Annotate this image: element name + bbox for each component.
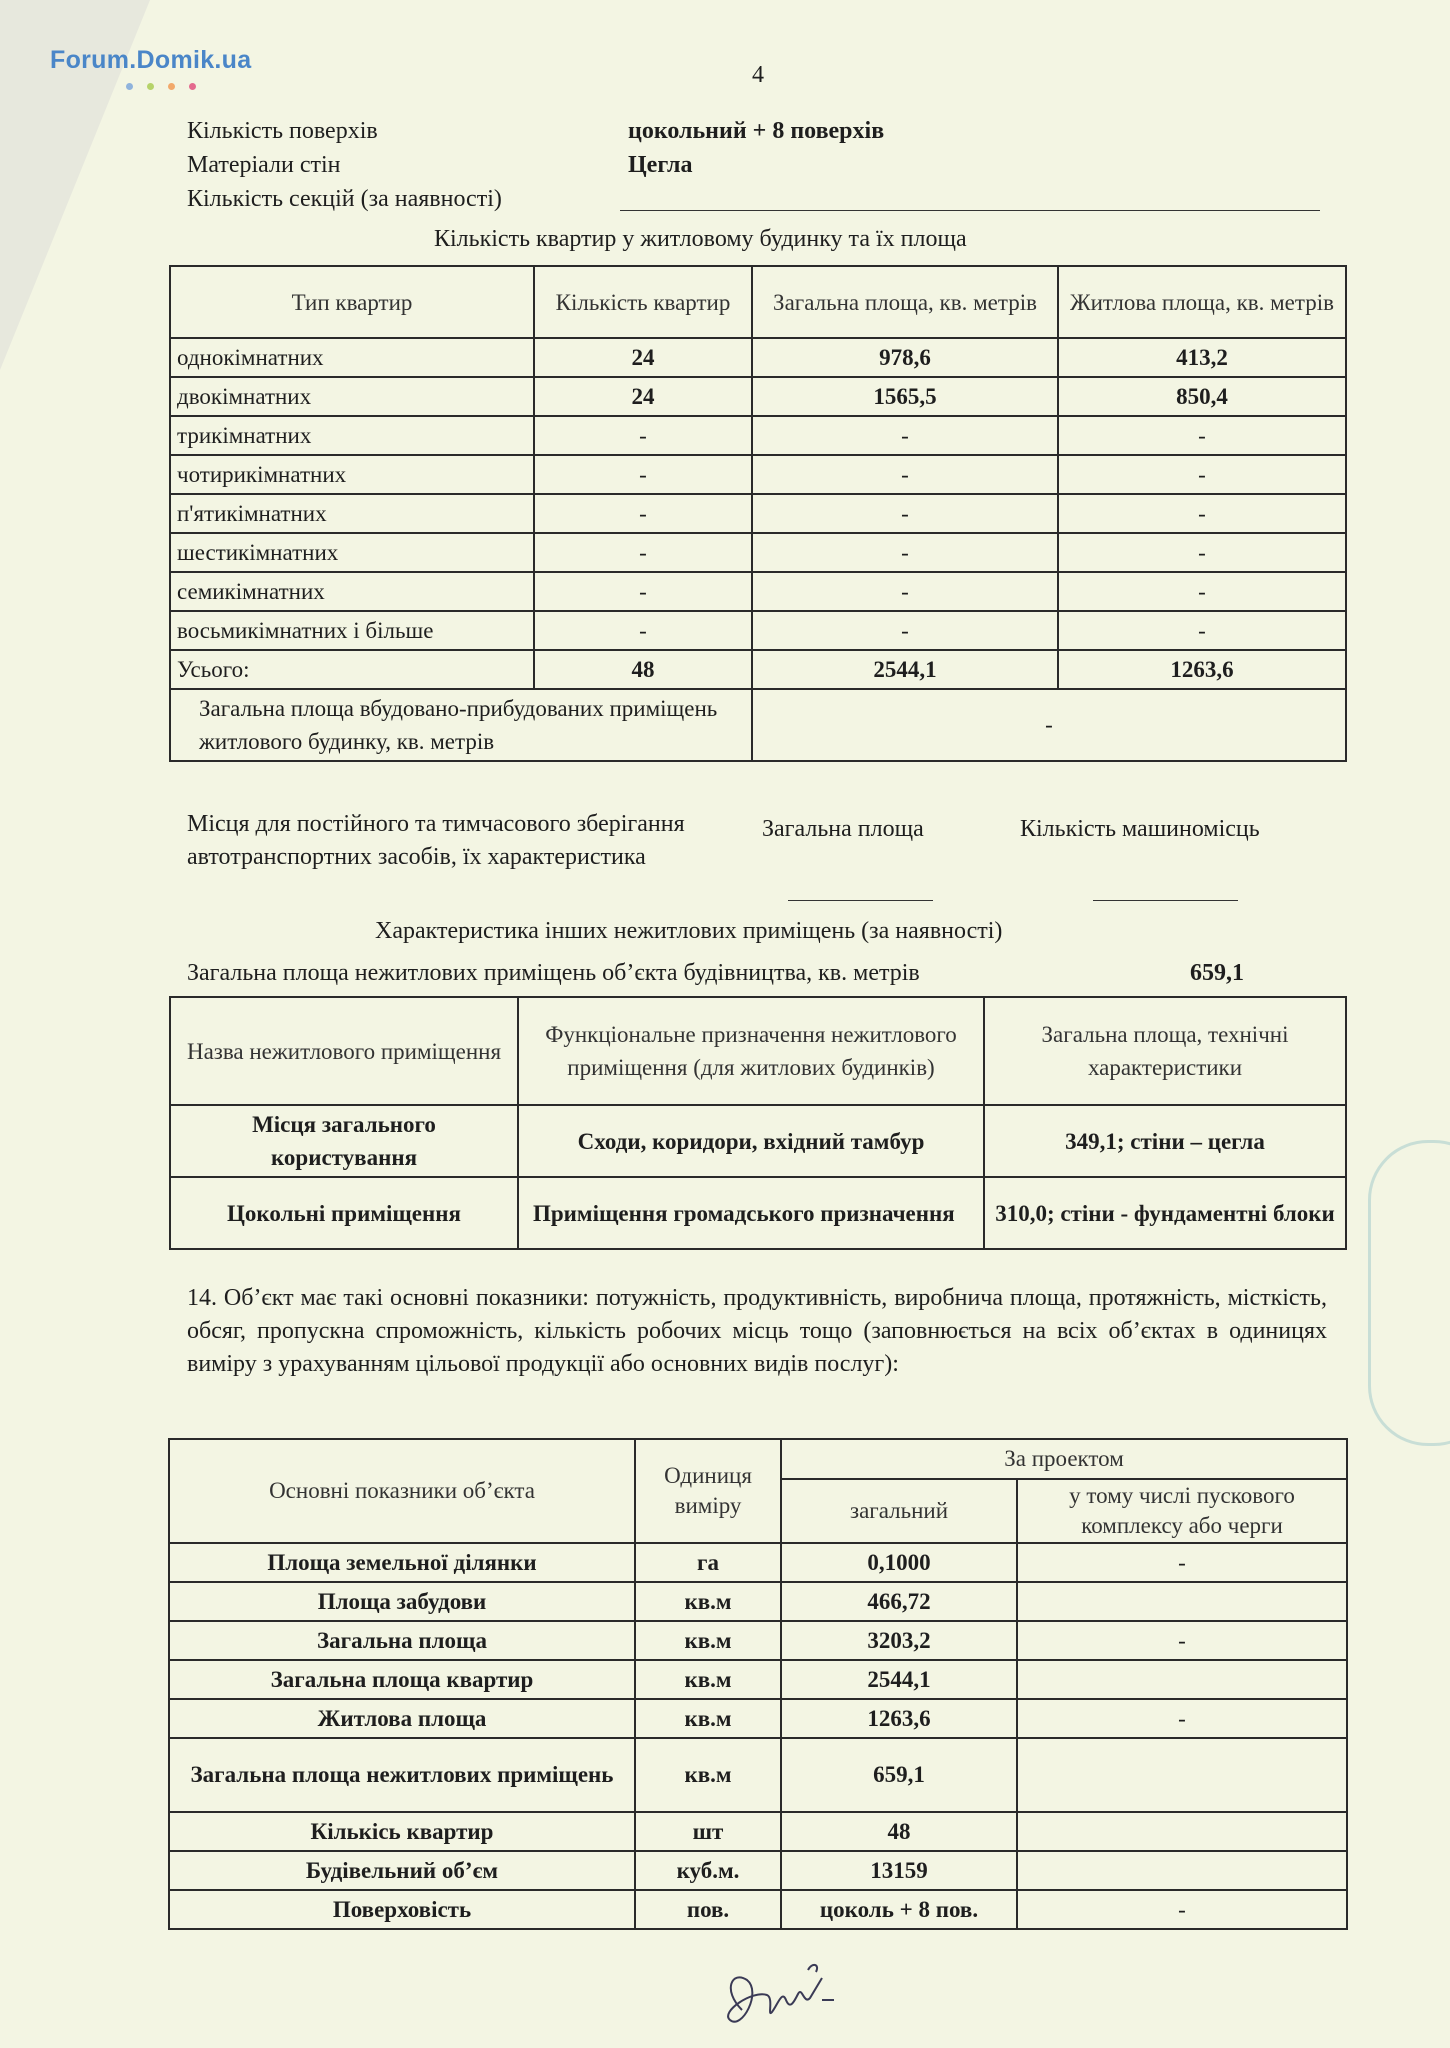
floors-label: Кількість поверхів — [187, 118, 378, 144]
room-area: 310,0; стіни - фундаментні блоки — [984, 1177, 1346, 1249]
apartment-living-area: - — [1058, 533, 1346, 572]
parking-area-header: Загальна площа — [762, 816, 924, 842]
header-cell: Одиниця виміру — [635, 1439, 781, 1543]
total-living-area: 1263,6 — [1058, 650, 1346, 689]
indicator-unit: кв.м — [635, 1621, 781, 1660]
indicator-startup — [1017, 1851, 1347, 1890]
apartment-type: п'ятикімнатних — [170, 494, 534, 533]
faded-stamp — [1368, 1140, 1450, 1446]
table-total-row — [170, 650, 1346, 689]
dot — [168, 83, 175, 90]
indicator-unit: кв.м — [635, 1660, 781, 1699]
apartment-living-area: 413,2 — [1058, 338, 1346, 377]
header-cell: Житлова площа, кв. метрів — [1058, 266, 1346, 338]
indicator-startup: - — [1017, 1890, 1347, 1929]
table-row — [169, 1812, 1347, 1851]
indicator-total: 1263,6 — [781, 1699, 1017, 1738]
indicator-name: Площа забудови — [169, 1582, 635, 1621]
apartment-total-area: - — [752, 533, 1058, 572]
indicator-startup: - — [1017, 1621, 1347, 1660]
floors-value: цокольний + 8 поверхів — [628, 118, 885, 144]
header-cell: у тому числі пускового комплексу або черги — [1017, 1479, 1347, 1543]
apartment-count: - — [534, 533, 752, 572]
apartment-living-area: - — [1058, 455, 1346, 494]
table-row — [170, 611, 1346, 650]
apartment-count: - — [534, 572, 752, 611]
dot — [147, 83, 154, 90]
apartment-count: - — [534, 611, 752, 650]
table-row — [170, 1105, 1346, 1177]
watermark-logo: Forum.Domik.ua — [50, 46, 252, 74]
apartment-living-area: - — [1058, 572, 1346, 611]
apartment-count: - — [534, 416, 752, 455]
table-row — [170, 377, 1346, 416]
page-number: 4 — [752, 62, 764, 88]
apartment-total-area: - — [752, 416, 1058, 455]
table-row — [170, 338, 1346, 377]
builtin-area-value: - — [752, 689, 1346, 761]
indicator-total: 659,1 — [781, 1738, 1017, 1812]
apartment-total-area: - — [752, 494, 1058, 533]
table-row — [170, 494, 1346, 533]
table-header-row — [169, 1439, 1347, 1479]
indicator-name: Поверховість — [169, 1890, 635, 1929]
builtin-area-row — [170, 689, 1346, 761]
indicator-name: Загальна площа квартир — [169, 1660, 635, 1699]
indicator-startup — [1017, 1660, 1347, 1699]
parking-spaces-blank — [1093, 900, 1238, 901]
total-count: 48 — [534, 650, 752, 689]
table-row — [169, 1738, 1347, 1812]
section-14-paragraph: 14. Об’єкт має такі основні показники: потужність, продуктивність, виробнича площа, протяжність, місткість, обсяг, пропускна спроможність, кількість робочих місць тощо (заповнюється на всіх об’єктах в одиницях виміру з урахуванням цільової продукції або основних видів послуг): — [187, 1285, 1327, 1377]
apartment-type: двокімнатних — [170, 377, 534, 416]
walls-value: Цегла — [628, 152, 693, 178]
indicator-unit: кв.м — [635, 1582, 781, 1621]
indicator-name: Будівельний об’єм — [169, 1851, 635, 1890]
table-row — [170, 572, 1346, 611]
apartment-total-area: - — [752, 572, 1058, 611]
table-row — [169, 1621, 1347, 1660]
indicator-unit: шт — [635, 1812, 781, 1851]
nonresidential-total-value: 659,1 — [1190, 960, 1244, 986]
indicators-table — [168, 1438, 1348, 1930]
table-row — [169, 1543, 1347, 1582]
indicator-startup — [1017, 1812, 1347, 1851]
apartment-living-area: - — [1058, 611, 1346, 650]
dot — [189, 83, 196, 90]
sections-blank-line — [620, 210, 1320, 211]
header-cell: За проектом — [781, 1439, 1347, 1479]
table-row — [169, 1699, 1347, 1738]
indicator-unit: пов. — [635, 1890, 781, 1929]
header-cell: Загальна площа, кв. метрів — [752, 266, 1058, 338]
indicator-total: 0,1000 — [781, 1543, 1017, 1582]
indicator-unit: га — [635, 1543, 781, 1582]
indicator-name: Житлова площа — [169, 1699, 635, 1738]
header-cell: Основні показники об’єкта — [169, 1439, 635, 1543]
indicator-total: цоколь + 8 пов. — [781, 1890, 1017, 1929]
table-header-row — [170, 266, 1346, 338]
apartment-count: - — [534, 494, 752, 533]
room-name: Цокольні приміщення — [170, 1177, 518, 1249]
header-cell: Функціональне призначення нежитлового приміщення (для житлових будинків) — [518, 997, 984, 1105]
apartment-living-area: - — [1058, 494, 1346, 533]
room-purpose: Приміщення громадського призначення — [518, 1177, 984, 1249]
indicator-total: 3203,2 — [781, 1621, 1017, 1660]
apartment-type: семикімнатних — [170, 572, 534, 611]
table-row — [169, 1851, 1347, 1890]
table-row — [169, 1582, 1347, 1621]
total-area: 2544,1 — [752, 650, 1058, 689]
nonresidential-total-label: Загальна площа нежитлових приміщень об’єкта будівництва, кв. метрів — [187, 960, 920, 986]
indicator-startup: - — [1017, 1543, 1347, 1582]
indicator-name: Площа земельної ділянки — [169, 1543, 635, 1582]
table-row — [170, 1177, 1346, 1249]
table-row — [169, 1890, 1347, 1929]
nonresidential-caption: Характеристика інших нежитлових приміщень (за наявності) — [375, 918, 1003, 944]
apartments-caption: Кількість квартир у житловому будинку та їх площа — [434, 226, 967, 252]
apartment-total-area: 978,6 — [752, 338, 1058, 377]
apartment-count: 24 — [534, 377, 752, 416]
apartment-living-area: - — [1058, 416, 1346, 455]
table-row — [169, 1660, 1347, 1699]
room-purpose: Сходи, коридори, вхідний тамбур — [518, 1105, 984, 1177]
apartment-count: - — [534, 455, 752, 494]
apartment-type: восьмикімнатних і більше — [170, 611, 534, 650]
indicator-total: 2544,1 — [781, 1660, 1017, 1699]
indicator-total: 466,72 — [781, 1582, 1017, 1621]
builtin-area-label: Загальна площа вбудовано-прибудованих приміщень житлового будинку, кв. метрів — [170, 689, 752, 761]
indicator-startup: - — [1017, 1699, 1347, 1738]
parking-label: Місця для постійного та тимчасового зберігання автотранспортних засобів, їх характеристика — [187, 811, 685, 870]
table-row — [170, 455, 1346, 494]
indicator-total: 48 — [781, 1812, 1017, 1851]
apartment-living-area: 850,4 — [1058, 377, 1346, 416]
room-area: 349,1; стіни – цегла — [984, 1105, 1346, 1177]
table-header-row — [170, 997, 1346, 1105]
apartments-table — [169, 265, 1347, 762]
nonresidential-table — [169, 996, 1347, 1250]
sections-label: Кількість секцій (за наявності) — [187, 186, 502, 212]
indicator-startup — [1017, 1738, 1347, 1812]
watermark-dots — [126, 77, 210, 95]
header-cell: Назва нежитлового приміщення — [170, 997, 518, 1105]
apartment-total-area: 1565,5 — [752, 377, 1058, 416]
indicator-unit: куб.м. — [635, 1851, 781, 1890]
header-cell: Кількість квартир — [534, 266, 752, 338]
header-cell: Загальна площа, технічні характеристики — [984, 997, 1346, 1105]
indicator-name: Загальна площа нежитлових приміщень — [169, 1738, 635, 1812]
walls-label: Матеріали стін — [187, 152, 341, 178]
indicator-name: Загальна площа — [169, 1621, 635, 1660]
indicator-total: 13159 — [781, 1851, 1017, 1890]
indicator-startup — [1017, 1582, 1347, 1621]
apartment-type: шестикімнатних — [170, 533, 534, 572]
apartment-total-area: - — [752, 455, 1058, 494]
room-name: Місця загального користування — [170, 1105, 518, 1177]
apartment-type: однокімнатних — [170, 338, 534, 377]
apartment-type: чотирикімнатних — [170, 455, 534, 494]
indicator-unit: кв.м — [635, 1699, 781, 1738]
table-row — [170, 533, 1346, 572]
apartment-type: трикімнатних — [170, 416, 534, 455]
apartment-total-area: - — [752, 611, 1058, 650]
apartment-count: 24 — [534, 338, 752, 377]
parking-spaces-header: Кількість машиномісць — [1020, 816, 1260, 842]
dot — [126, 83, 133, 90]
header-cell: загальний — [781, 1479, 1017, 1543]
total-label: Усього: — [170, 650, 534, 689]
signature — [712, 1950, 862, 2040]
parking-area-blank — [788, 900, 933, 901]
table-row — [170, 416, 1346, 455]
indicator-name: Кількісь квартир — [169, 1812, 635, 1851]
indicator-unit: кв.м — [635, 1738, 781, 1812]
header-cell: Тип квартир — [170, 266, 534, 338]
